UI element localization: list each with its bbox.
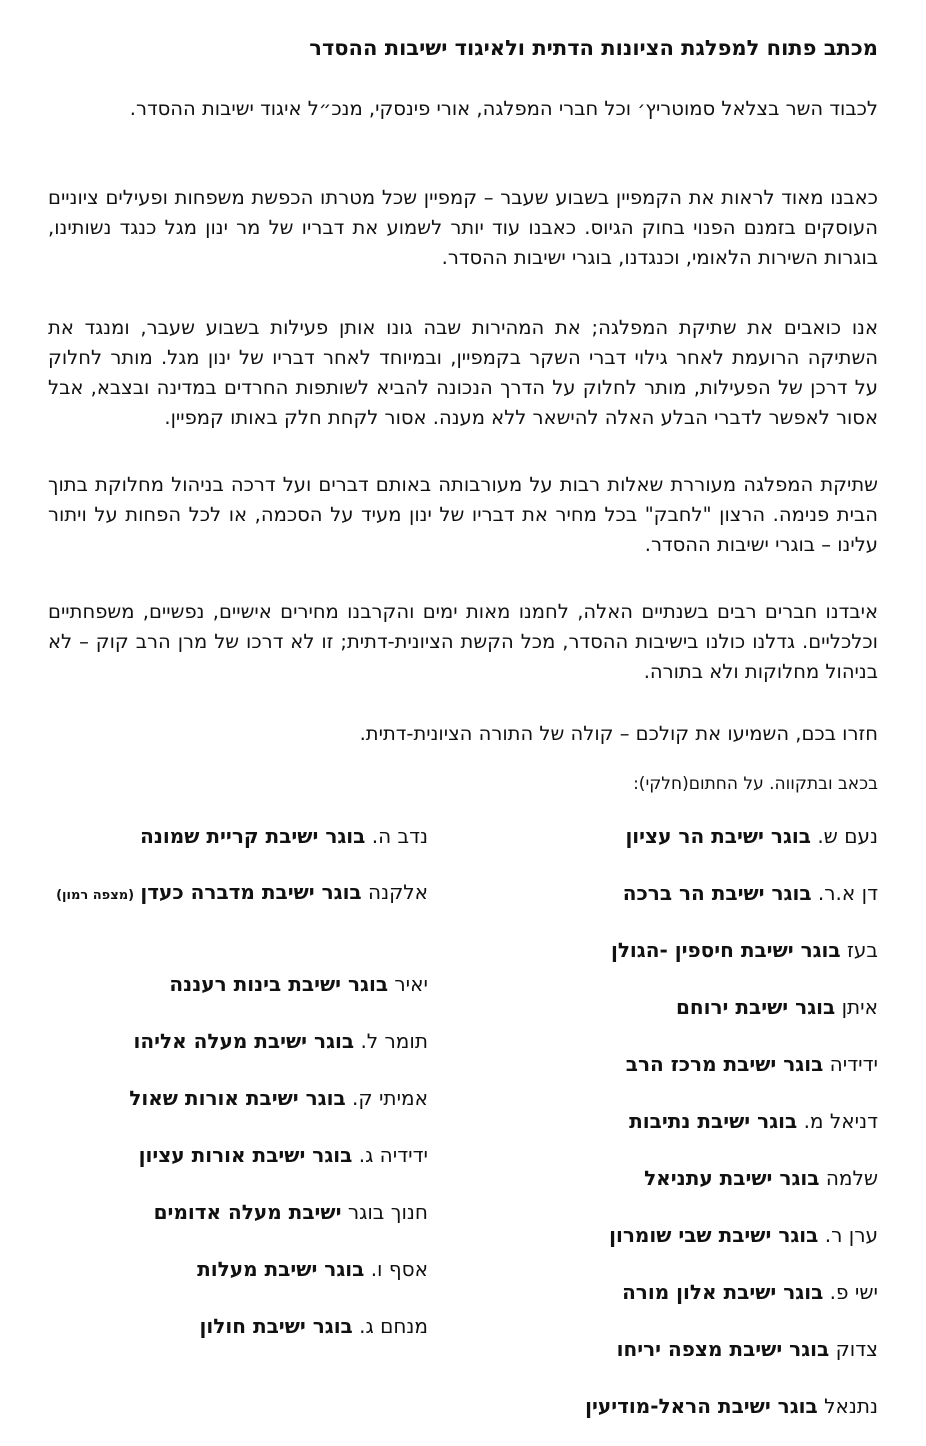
signatory-school: ישיבת מעלה אדומים xyxy=(153,1200,342,1224)
signatory-name: אמיתי ק. xyxy=(352,1086,428,1110)
signatory-name: ערן ר. xyxy=(824,1223,878,1247)
signatory-school: בוגר ישיבת הר ברכה xyxy=(622,881,812,905)
signatory xyxy=(629,1106,878,1136)
signatory-school: בוגר ישיבת מעלה אליהו xyxy=(133,1029,355,1053)
signatory-school: בוגר ישיבת חולון xyxy=(199,1314,353,1338)
signatory xyxy=(28,870,428,918)
signatory-school: בוגר ישיבת נתיבות xyxy=(629,1109,798,1133)
signatory xyxy=(169,969,428,999)
signatory-name: נעם ש. xyxy=(817,824,878,848)
signatory-school: בוגר ישיבת אורות שאול xyxy=(129,1086,346,1110)
signatory xyxy=(585,1391,878,1421)
paragraph-questions: שתיקת המפלגה מעוררת שאלות רבות על מעורבותה באותם דברים ועל דרכה בניהול מחלוקת בתוך הבית פנימה. הרצון "לחבק" בכל מחיר את דבריו של ינון מעיד על הסכמה, או לכל הפחות על ויתור עלינו – בוגרי ישיבות ההסדר. xyxy=(48,473,878,556)
signatory xyxy=(197,1254,428,1284)
signatory xyxy=(134,1026,428,1056)
signatory xyxy=(626,1049,878,1079)
signatory xyxy=(129,1083,428,1113)
signatory-school: בוגר ישיבת ירוחם xyxy=(675,995,836,1019)
signatory-school: בוגר ישיבת קריית שמונה xyxy=(140,824,366,848)
signatory-school: בוגר ישיבת חיספין -הגולן xyxy=(610,938,841,962)
signatory-name: שלמה xyxy=(825,1166,878,1190)
signatory-name: דן א.ר. xyxy=(817,881,878,905)
paragraph-greeting: לכבוד השר בצלאל סמוטריץ׳ וכל חברי המפלגה, אורי פינסקי, מנכ״ל איגוד ישיבות ההסדר. xyxy=(129,97,878,120)
signatory-school: בוגר ישיבת מעלות xyxy=(197,1257,365,1281)
signatory-school: בוגר ישיבת אלון מורה xyxy=(622,1280,824,1304)
signatory-name: ישי פ. xyxy=(829,1280,878,1304)
signatory-name: תומר ל. xyxy=(360,1029,428,1053)
signatory-name: נתנאל xyxy=(824,1394,878,1418)
paragraph-campaign: כאבנו מאוד לראות את הקמפיין בשבוע שעבר – קמפיין שכל מטרתו הכפשת משפחות ופעילים ציוניים העוסקים בזמנם הפנוי בחוק הגיוס. כאבנו עוד יותר לשמוע את דבריו של מר ינון מגל כנגד נשותינו, בוגרות השירות הלאומי, וכנגדנו, בוגרי ישיבות ההסדר. xyxy=(48,186,878,269)
signatory-school: בוגר ישיבת הר עציון xyxy=(625,824,811,848)
signatory-name: יאיר xyxy=(394,972,428,996)
signatory-name: איתן xyxy=(841,995,878,1019)
signatory xyxy=(139,1140,428,1170)
paragraph-signoff: בכאב ובתקווה. על החתום(חלקי): xyxy=(633,774,878,794)
signatory-school: בוגר ישיבת שבי שומרון xyxy=(609,1223,819,1247)
signatory-name: ידידיה ג. xyxy=(358,1143,428,1167)
signatory xyxy=(140,821,428,851)
signatory xyxy=(622,1277,878,1307)
signatory-school: בוגר ישיבת מצפה יריחו xyxy=(616,1337,830,1361)
signatory-school: בוגר ישיבת מדברה כעדן xyxy=(140,880,362,904)
signatory xyxy=(644,1163,878,1193)
signatory xyxy=(617,1334,878,1364)
signatory xyxy=(625,821,878,851)
signatory-name: צדוק xyxy=(835,1337,878,1361)
paragraph-losses: איבדנו חברים רבים בשנתיים האלה, לחמנו מאות ימים והקרבנו מחירים אישיים, נפשיים, משפחתיים וכלכליים. גדלנו כולנו בישיבות ההסדר, מכל הקשת הציונית-דתית; זו לא דרכו של מרן הרב קוק – לא בניהול מחלוקות ולא בתורה. xyxy=(48,600,878,683)
signatory xyxy=(154,1197,428,1227)
letter-title: מכתב פתוח למפלגת הציונות הדתית ולאיגוד ישיבות ההסדר xyxy=(309,36,878,60)
signatory xyxy=(200,1311,428,1341)
signatory-name: דניאל מ. xyxy=(803,1109,878,1133)
signatory xyxy=(611,935,878,965)
signatory-school: בוגר ישיבת הראל-מודיעין xyxy=(585,1394,818,1418)
signatory-name: חנוך בוגר xyxy=(347,1200,428,1224)
signatory-school: בוגר ישיבת מרכז הרב xyxy=(625,1052,824,1076)
signatory-name: ידידיה xyxy=(829,1052,878,1076)
signatory-name: בעז xyxy=(846,938,878,962)
signatory-name: אסף ו. xyxy=(370,1257,428,1281)
signatory xyxy=(676,992,878,1022)
signatory-note: (מצפה רמון) xyxy=(56,888,135,903)
paragraph-silence: אנו כואבים את שתיקת המפלגה; את המהירות שבה גונו אותן פעילות בשבוע שעבר, ומנגד את השתיקה הרועמת לאחר גילוי דברי השקר בקמפיין, ובמיוחד לאחר דבריו של ינון מגל. מותר לחלוק על דרכן של הפעילות, מותר לחלוק על הדרך הנכונה להביא לשותפות החרדים במדינה ובצבא, אבל אסור לאפשר לדברי הבלע האלה להישאר ללא מענה. אסור לקחת חלק באותו קמפיין. xyxy=(48,316,878,429)
signatory-school: בוגר ישיבת אורות עציון xyxy=(138,1143,353,1167)
signatory-name: נדב ה. xyxy=(371,824,428,848)
signatory xyxy=(623,878,878,908)
signatory-name: אלקנה xyxy=(368,880,428,904)
paragraph-call: חזרו בכם, השמיעו את קולכם – קולה של התורה הציונית-דתית. xyxy=(359,722,878,745)
signatory-name: מנחם ג. xyxy=(359,1314,428,1338)
signatory-school: בוגר ישיבת בינות רעננה xyxy=(169,972,389,996)
signatory xyxy=(609,1220,878,1250)
signatory-school: בוגר ישיבת עתניאל xyxy=(644,1166,820,1190)
